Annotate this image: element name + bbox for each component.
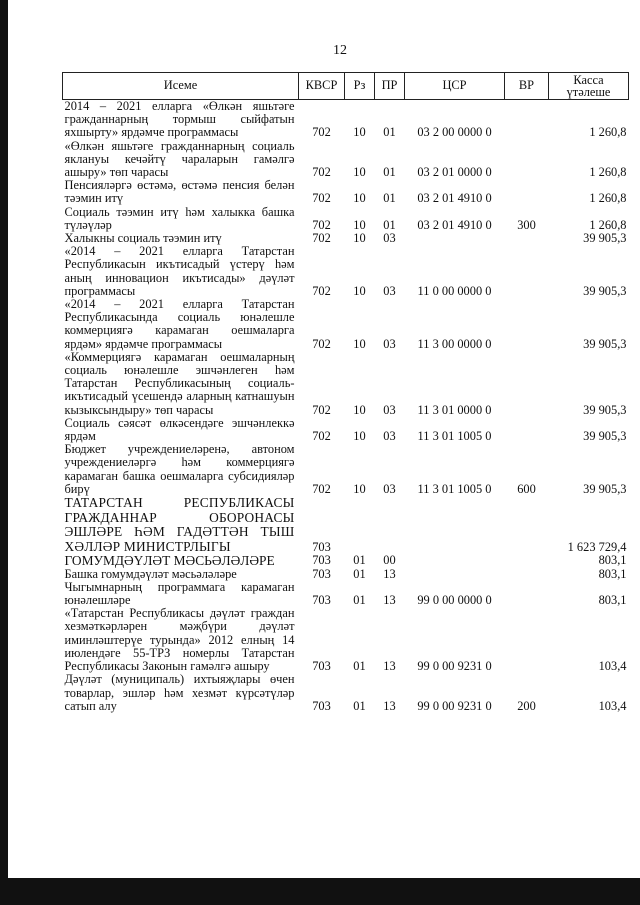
- row-rz: 01: [353, 659, 366, 674]
- table-row: [63, 581, 629, 607]
- row-rz: 10: [353, 429, 366, 444]
- row-csr: [405, 554, 505, 567]
- row-vr: [505, 140, 549, 180]
- row-vr: [505, 100, 549, 140]
- row-name: Чыгымнарның программага карамаган юнәлешләре: [64, 579, 295, 608]
- row-pr: 03: [383, 429, 396, 444]
- table-header-row: [63, 73, 629, 100]
- header-kassa: Касса үтәлеше: [549, 73, 629, 100]
- row-kvsr: 703: [312, 553, 331, 568]
- table-row: [63, 245, 629, 298]
- row-vr: [505, 496, 549, 554]
- budget-table: [62, 72, 629, 713]
- row-rz: 01: [353, 698, 366, 713]
- row-vr: [505, 568, 549, 581]
- row-kvsr: 702: [312, 429, 331, 444]
- row-kvsr: 702: [312, 191, 331, 206]
- row-rz: 10: [353, 481, 366, 496]
- header-csr: ЦСР: [405, 73, 505, 100]
- row-rz: 01: [353, 566, 366, 581]
- header-pr: ПР: [375, 73, 405, 100]
- row-kvsr: 702: [312, 336, 331, 351]
- row-kvsr: 703: [312, 566, 331, 581]
- row-vr: [505, 607, 549, 673]
- row-vr: 600: [517, 481, 536, 496]
- row-name: Дәүләт (муниципаль) ихтыяҗлары өчен товарлар, эшләр һәм хезмәт күрсәтүләр сатып алу: [64, 672, 295, 713]
- row-csr: 99 0 00 0000 0: [417, 593, 492, 608]
- row-kvsr: 703: [312, 593, 331, 608]
- row-rz: 10: [353, 165, 366, 180]
- row-pr: 01: [383, 125, 396, 140]
- row-sum: 1 260,8: [589, 165, 627, 180]
- row-csr: 99 0 00 9231 0: [417, 698, 492, 713]
- row-csr: 11 0 00 0000 0: [417, 283, 492, 298]
- table-row: [63, 554, 629, 567]
- scan-bottom-edge: [0, 878, 640, 905]
- row-pr: 03: [383, 402, 396, 417]
- header-name: Исеме: [63, 73, 299, 100]
- row-rz: 01: [353, 553, 366, 568]
- row-name: ГОМУМДӘҮЛӘТ МӘСЬӘЛӘЛӘРЕ: [64, 553, 275, 569]
- row-csr: 99 0 00 9231 0: [417, 659, 492, 674]
- row-name: Башка гомумдәүләт мәсьәләләре: [64, 566, 237, 581]
- row-pr: 13: [383, 566, 396, 581]
- page-number: 12: [333, 43, 347, 58]
- row-name: «Коммерциягә карамаган оешмаларның социаль юнәлешле эшчәнлеген һәм Татарстан Республикасының социаль-икътисадый үсешендә аларның катнашуын кызыксындыру» төп чарасы: [64, 349, 295, 417]
- row-csr: 03 2 01 4910 0: [417, 191, 492, 206]
- table-row: [63, 417, 629, 443]
- header-vr: ВР: [505, 73, 549, 100]
- table-row: [63, 100, 629, 140]
- table-row: [63, 607, 629, 673]
- row-vr: [505, 298, 549, 351]
- row-name: ТАТАРСТАН РЕСПУБЛИКАСЫ ГРАЖДАННАР ОБОРОНАСЫ ЭШЛӘРЕ ҺӘМ ГАДӘТТӘН ТЫШ ХӘЛЛӘР МИНИСТРЛЫГЫ: [64, 495, 295, 554]
- row-sum: 803,1: [598, 566, 627, 581]
- table-row: [63, 568, 629, 581]
- table-row: [63, 673, 629, 713]
- row-sum: 1 260,8: [589, 217, 627, 232]
- row-name: Социаль сәясәт өлкәсендәге эшчәнлеккә ярдәм: [64, 415, 295, 444]
- row-kvsr: 703: [312, 659, 331, 674]
- row-kvsr: 702: [312, 125, 331, 140]
- row-sum: 803,1: [598, 593, 627, 608]
- row-name: 2014 – 2021 елларга «Өлкән яшьтәге гражданнарның тормыш сыйфатын яхшырту» ярдәмче программасы: [64, 99, 295, 140]
- row-rz: 10: [353, 231, 366, 246]
- row-pr: 13: [383, 593, 396, 608]
- row-kvsr: 702: [312, 217, 331, 232]
- row-vr: 200: [517, 698, 536, 713]
- row-rz: 01: [353, 593, 366, 608]
- row-sum: 39 905,3: [583, 429, 627, 444]
- row-vr: [505, 351, 549, 417]
- row-pr: 03: [383, 283, 396, 298]
- header-rz: Рз: [345, 73, 375, 100]
- row-name: «Татарстан Республикасы дәүләт граждан хезмәткәрләрен мәҗбүри дәүләт иминләштерүе турында» 2012 елның 14 июлендәге 55-ТРЗ номерлы Татарстан Республикасы Законын гамәлгә ашыру: [64, 606, 295, 674]
- header-kvsr: КВСР: [299, 73, 345, 100]
- table-row: [63, 298, 629, 351]
- row-vr: [505, 581, 549, 607]
- row-sum: 103,4: [598, 698, 627, 713]
- row-sum: 39 905,3: [583, 481, 627, 496]
- row-sum: 103,4: [598, 659, 627, 674]
- row-csr: 11 3 01 1005 0: [417, 429, 492, 444]
- row-sum: 39 905,3: [583, 402, 627, 417]
- row-pr: 03: [383, 481, 396, 496]
- row-sum: 1 260,8: [589, 125, 627, 140]
- row-pr: 00: [383, 553, 396, 568]
- row-sum: 803,1: [598, 553, 627, 568]
- row-sum: 39 905,3: [583, 283, 627, 298]
- table-row: [63, 443, 629, 496]
- row-csr: 03 2 01 0000 0: [417, 165, 492, 180]
- row-pr: 03: [383, 231, 396, 246]
- row-csr: 11 3 01 0000 0: [417, 402, 492, 417]
- row-vr: [505, 179, 549, 205]
- row-pr: [375, 496, 405, 554]
- row-rz: 10: [353, 283, 366, 298]
- row-kvsr: 702: [312, 231, 331, 246]
- table-row: [63, 351, 629, 417]
- row-name: Бюджет учреждениеләренә, автоном учреждениеләргә һәм коммерциягә карамаган башка оешмаларга субсидияләр бирү: [64, 442, 295, 496]
- table-row: [63, 140, 629, 180]
- row-name: Социаль тәэмин итү һәм халыкка башка түләүләр: [64, 204, 295, 232]
- row-sum: 1 623 729,4: [567, 540, 627, 555]
- row-pr: 13: [383, 698, 396, 713]
- table-body: [63, 100, 629, 713]
- row-pr: 01: [383, 191, 396, 206]
- row-csr: 03 2 01 4910 0: [417, 217, 492, 232]
- row-kvsr: 702: [312, 283, 331, 298]
- row-pr: 13: [383, 659, 396, 674]
- row-vr: [505, 232, 549, 245]
- row-name: Халыкны социаль тәэмин итү: [64, 231, 222, 246]
- table-row: [63, 206, 629, 232]
- row-rz: 10: [353, 191, 366, 206]
- row-rz: 10: [353, 336, 366, 351]
- row-kvsr: 703: [312, 698, 331, 713]
- row-csr: [405, 496, 505, 554]
- scan-left-edge: [0, 0, 8, 880]
- row-rz: 10: [353, 402, 366, 417]
- row-pr: 03: [383, 336, 396, 351]
- row-vr: [505, 417, 549, 443]
- row-csr: 11 3 01 1005 0: [417, 481, 492, 496]
- row-csr: [405, 568, 505, 581]
- row-csr: 03 2 00 0000 0: [417, 125, 492, 140]
- row-sum: 39 905,3: [583, 336, 627, 351]
- row-rz: 10: [353, 125, 366, 140]
- row-kvsr: 702: [312, 402, 331, 417]
- row-csr: 11 3 00 0000 0: [417, 336, 492, 351]
- row-name: «Өлкән яшьтәге гражданнарның социаль яклануы кечәйтү чараларын гамәлгә ашыру» төп чарасы: [64, 138, 295, 180]
- row-kvsr: 702: [312, 481, 331, 496]
- row-name: «2014 – 2021 елларга Татарстан Республикасын икътисадый үстерү һәм аның инновацион икътисады» дәүләт программасы: [64, 244, 295, 298]
- row-vr: [505, 245, 549, 298]
- row-name: «2014 – 2021 елларга Татарстан Республикасында социаль юнәлешле коммерциягә карамаган оешмаларга ярдәм» ярдәмче программасы: [64, 297, 295, 351]
- table-row: [63, 496, 629, 554]
- row-kvsr: 703: [312, 540, 331, 555]
- row-pr: 01: [383, 165, 396, 180]
- row-sum: 39 905,3: [583, 231, 627, 246]
- row-rz: [345, 496, 375, 554]
- row-vr: [505, 554, 549, 567]
- row-csr: [405, 232, 505, 245]
- row-kvsr: 702: [312, 165, 331, 180]
- row-sum: 1 260,8: [589, 191, 627, 206]
- row-rz: 10: [353, 217, 366, 232]
- row-vr: 300: [517, 217, 536, 232]
- row-pr: 01: [383, 217, 396, 232]
- table-row: [63, 179, 629, 205]
- row-name: Пенсияләргә өстәмә, өстәмә пенсия белән тәэмин итү: [64, 178, 295, 206]
